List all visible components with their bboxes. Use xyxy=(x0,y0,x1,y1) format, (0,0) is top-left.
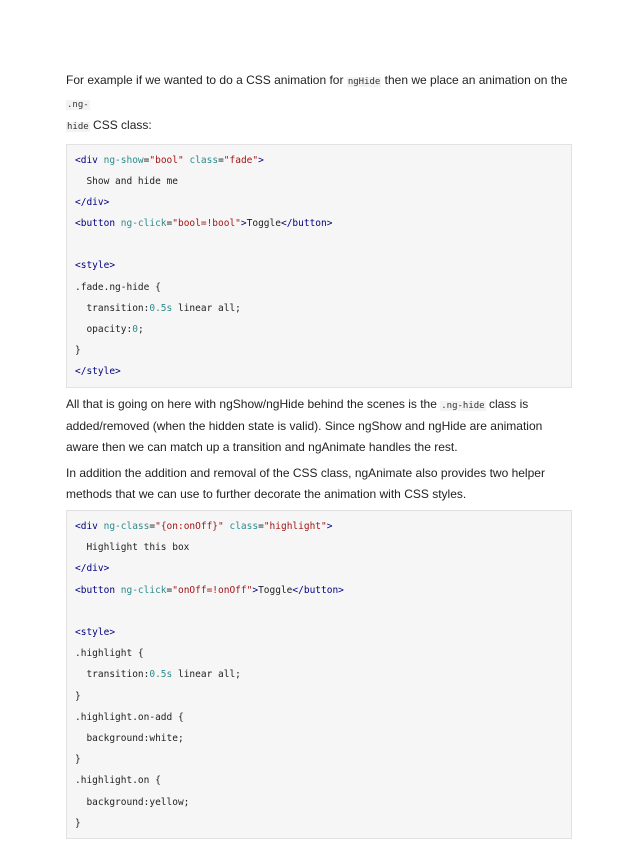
intro-paragraph xyxy=(66,70,572,138)
code-line xyxy=(75,537,563,558)
code-line xyxy=(75,298,563,319)
code-line xyxy=(75,770,563,791)
code-line xyxy=(75,192,563,213)
code-line xyxy=(75,601,563,622)
code-token: = xyxy=(218,154,224,166)
code-token: > xyxy=(326,521,333,533)
code-token: .highlight { xyxy=(75,648,144,660)
code-line xyxy=(75,234,563,255)
code-token: "{on:onOff}" xyxy=(155,521,224,533)
code-block-highlight-example xyxy=(66,510,572,839)
code-token: .fade.ng-hide { xyxy=(75,281,161,293)
code-line xyxy=(75,516,563,537)
code-line xyxy=(75,277,563,298)
code-token: "onOff=!onOff" xyxy=(172,584,253,596)
code-line xyxy=(75,643,563,664)
inline-code-ng-prefix: .ng- xyxy=(67,99,89,110)
code-token: } xyxy=(75,690,81,702)
code-line xyxy=(75,213,563,234)
para2-text-after: class is added/removed (when the hidden state is valid). Since ngShow and ngHide are animation aware then we can match up a transition and ngAnimate handles the rest. xyxy=(66,396,543,454)
code-block-fade-example xyxy=(66,144,572,388)
code-line xyxy=(75,558,563,579)
code-token: "bool" xyxy=(149,154,184,166)
code-token: } xyxy=(75,754,81,766)
code-token: Highlight this box xyxy=(75,542,190,554)
code-line xyxy=(75,622,563,643)
code-token: opacity: xyxy=(75,324,133,335)
code-token: } xyxy=(75,345,81,357)
code-token: Toggle xyxy=(246,218,281,230)
code-token: 0 xyxy=(132,324,138,335)
code-token: Toggle xyxy=(258,584,293,596)
code-token: class xyxy=(189,154,219,166)
intro-text-after: CSS class: xyxy=(89,118,152,132)
code-line xyxy=(75,686,563,707)
code-token: = xyxy=(149,521,156,533)
code-token: .highlight.on { xyxy=(75,775,161,787)
helper-methods-paragraph: In addition the addition and removal of the CSS class, ngAnimate also provides two helper methods that we can use to further decorate the animation with CSS styles. xyxy=(66,466,545,501)
code-line xyxy=(75,361,563,382)
code-line xyxy=(75,749,563,770)
code-token: ; xyxy=(137,324,144,335)
code-token: <button xyxy=(75,218,121,230)
code-line xyxy=(75,340,563,361)
code-token: "bool=!bool" xyxy=(172,218,241,230)
code-token: <style> xyxy=(75,627,116,638)
code-token: } xyxy=(75,817,81,829)
code-token: ng-class xyxy=(103,521,150,533)
code-token: 0.5s xyxy=(149,302,173,314)
code-token: > xyxy=(258,154,264,166)
explanation-paragraph xyxy=(66,394,572,458)
code-line xyxy=(75,171,563,192)
code-token: ng-click xyxy=(120,218,167,230)
code-line xyxy=(75,707,563,728)
code-token: 0.5s xyxy=(149,669,173,681)
code-line xyxy=(75,813,563,834)
code-token: Show and hide me xyxy=(75,175,178,187)
para2-text-before: All that is going on here with ngShow/ngHide behind the scenes is the xyxy=(66,396,441,411)
code-token: > xyxy=(240,218,247,230)
code-token: ng-click xyxy=(120,584,167,596)
code-token: linear all; xyxy=(172,302,241,314)
code-token: </button> xyxy=(280,218,333,230)
code-line xyxy=(75,580,563,601)
code-token: = xyxy=(258,521,264,533)
code-line xyxy=(75,728,563,749)
code-token: transition: xyxy=(75,302,150,314)
inline-code-hide: hide xyxy=(67,122,89,132)
document-page xyxy=(66,70,572,845)
code-line xyxy=(75,319,563,340)
code-token: = xyxy=(166,218,173,230)
code-token: = xyxy=(166,584,173,596)
code-token: "highlight" xyxy=(263,521,327,533)
code-token: background:white; xyxy=(75,732,184,744)
intro-text-before: For example if we wanted to do a CSS animation for xyxy=(66,73,347,87)
code-line xyxy=(75,255,563,276)
code-token: ng-show xyxy=(103,154,144,166)
code-token: class xyxy=(229,521,259,533)
code-token: </button> xyxy=(292,584,344,596)
code-line xyxy=(75,664,563,685)
intro-text-middle: then we place an animation on the xyxy=(381,73,568,87)
code-token: </div> xyxy=(75,196,110,208)
code-token: = xyxy=(143,154,150,166)
code-token: <button xyxy=(75,584,121,596)
inline-code-ng-hide-class: .ng-hide xyxy=(441,400,485,411)
code-token: </div> xyxy=(75,563,110,575)
code-token: transition: xyxy=(75,669,150,681)
code-token: <style> xyxy=(75,260,116,272)
code-token: .highlight.on-add { xyxy=(75,711,184,723)
inline-code-nghide: ngHide xyxy=(347,77,381,87)
code-token: <div xyxy=(75,521,104,533)
code-token: <div xyxy=(75,154,104,166)
code-line xyxy=(75,150,563,171)
code-token: </style> xyxy=(75,366,121,378)
code-token: linear all; xyxy=(172,669,241,681)
code-line xyxy=(75,792,563,813)
code-token: > xyxy=(252,584,259,596)
code-token: "fade" xyxy=(223,154,259,166)
code-token: background:yellow; xyxy=(75,796,190,808)
